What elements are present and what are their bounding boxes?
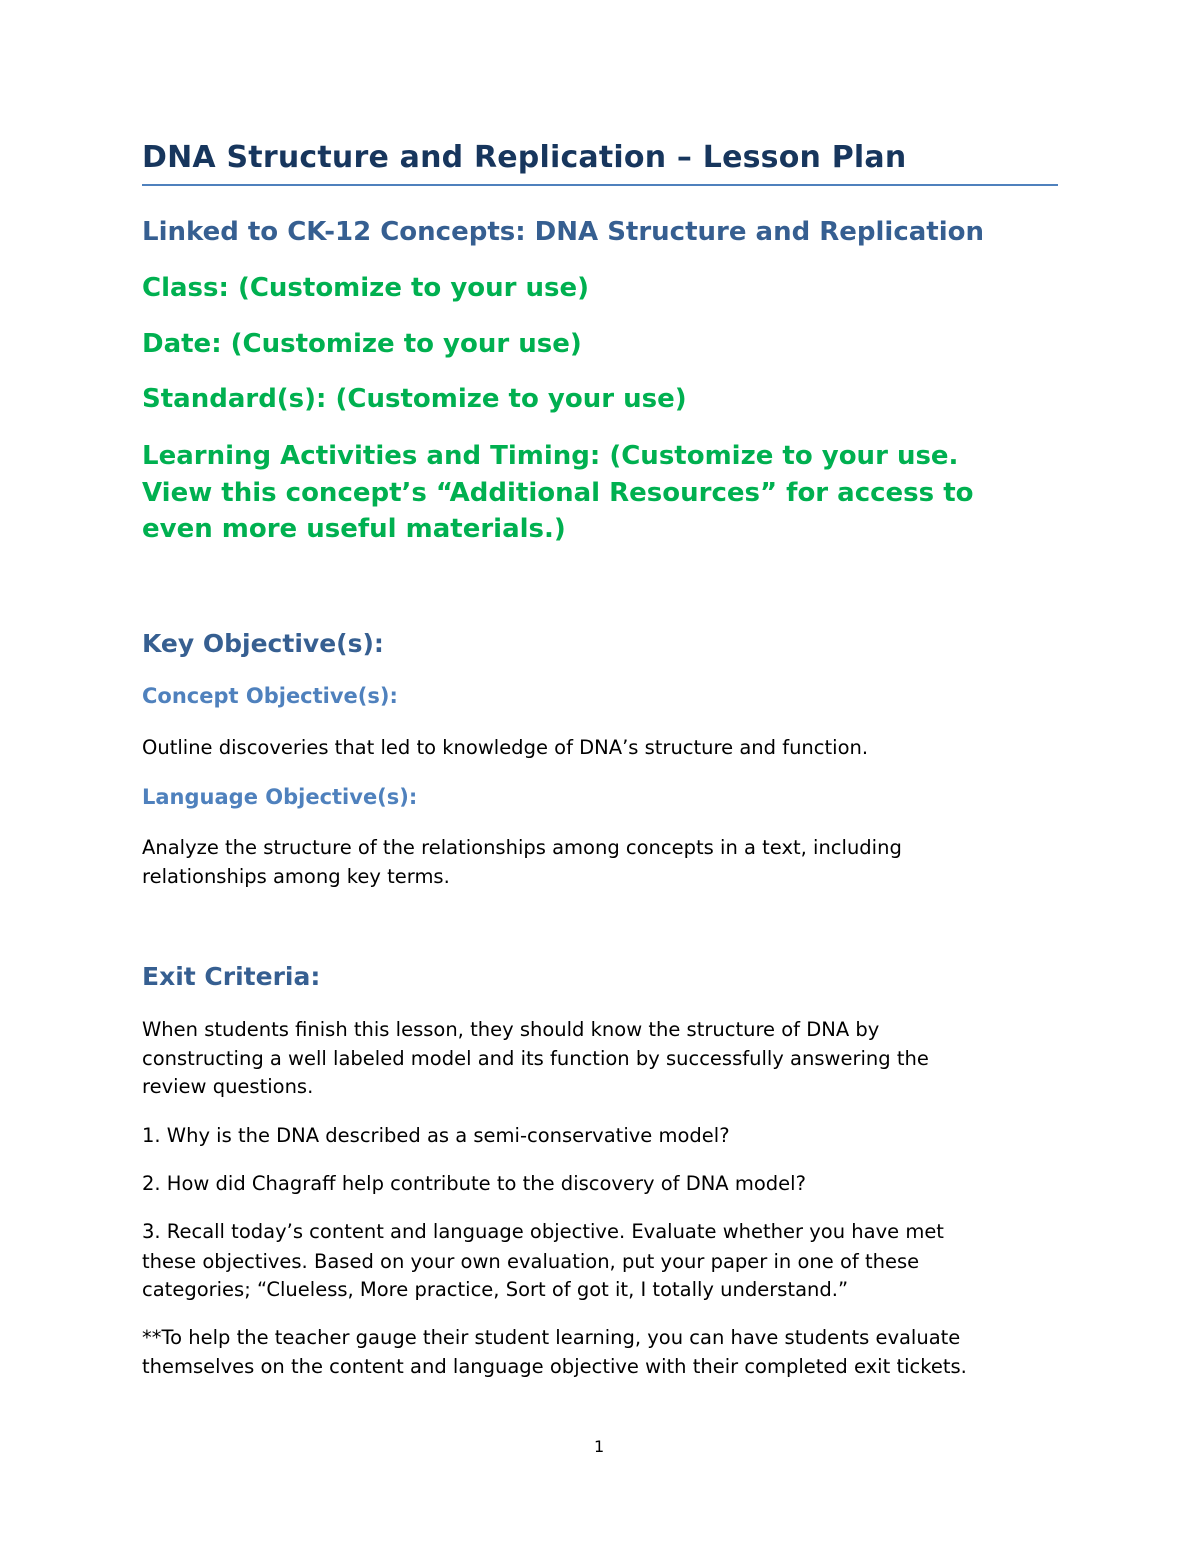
question-2: 2. How did Chagraff help contribute to the discovery of DNA model?: [142, 1172, 806, 1195]
question-3-line-1: 3. Recall today’s content and language objective. Evaluate whether you have met: [142, 1220, 944, 1243]
exit-intro-line-3: review questions.: [142, 1075, 314, 1098]
question-1: 1. Why is the DNA described as a semi-conservative model?: [142, 1124, 730, 1147]
activities-line-2: View this concept’s “Additional Resources” for access to: [142, 478, 974, 508]
document-title: DNA Structure and Replication – Lesson Plan: [142, 140, 907, 175]
key-objectives-heading: Key Objective(s):: [142, 629, 384, 658]
exit-intro-line-2: constructing a well labeled model and its function by successfully answering the: [142, 1047, 929, 1070]
question-3-line-3: categories; “Clueless, More practice, Sort of got it, I totally understand.”: [142, 1278, 849, 1301]
activities-line-3: even more useful materials.): [142, 514, 566, 544]
standards-line: Standard(s): (Customize to your use): [142, 384, 687, 414]
activities-line-1: Learning Activities and Timing: (Customize to your use.: [142, 441, 959, 471]
class-line: Class: (Customize to your use): [142, 273, 590, 303]
exit-intro-line-1: When students finish this lesson, they should know the structure of DNA by: [142, 1018, 880, 1041]
question-3-line-2: these objectives. Based on your own evaluation, put your paper in one of these: [142, 1250, 920, 1273]
language-objective-line-1: Analyze the structure of the relationships among concepts in a text, including: [142, 836, 902, 859]
language-objectives-heading: Language Objective(s):: [142, 785, 418, 809]
concept-objective-text: Outline discoveries that led to knowledge of DNA’s structure and function.: [142, 736, 869, 759]
linked-concepts-heading: Linked to CK-12 Concepts: DNA Structure and Replication: [142, 217, 985, 247]
exit-criteria-heading: Exit Criteria:: [142, 962, 321, 991]
date-line: Date: (Customize to your use): [142, 329, 582, 359]
teacher-note-line-2: themselves on the content and language objective with their completed exit tickets.: [142, 1355, 967, 1378]
concept-objectives-heading: Concept Objective(s):: [142, 684, 398, 708]
title-underline: [142, 184, 1058, 186]
page-number: 1: [594, 1437, 605, 1456]
teacher-note-line-1: **To help the teacher gauge their student learning, you can have students evaluate: [142, 1326, 961, 1349]
language-objective-line-2: relationships among key terms.: [142, 865, 450, 888]
